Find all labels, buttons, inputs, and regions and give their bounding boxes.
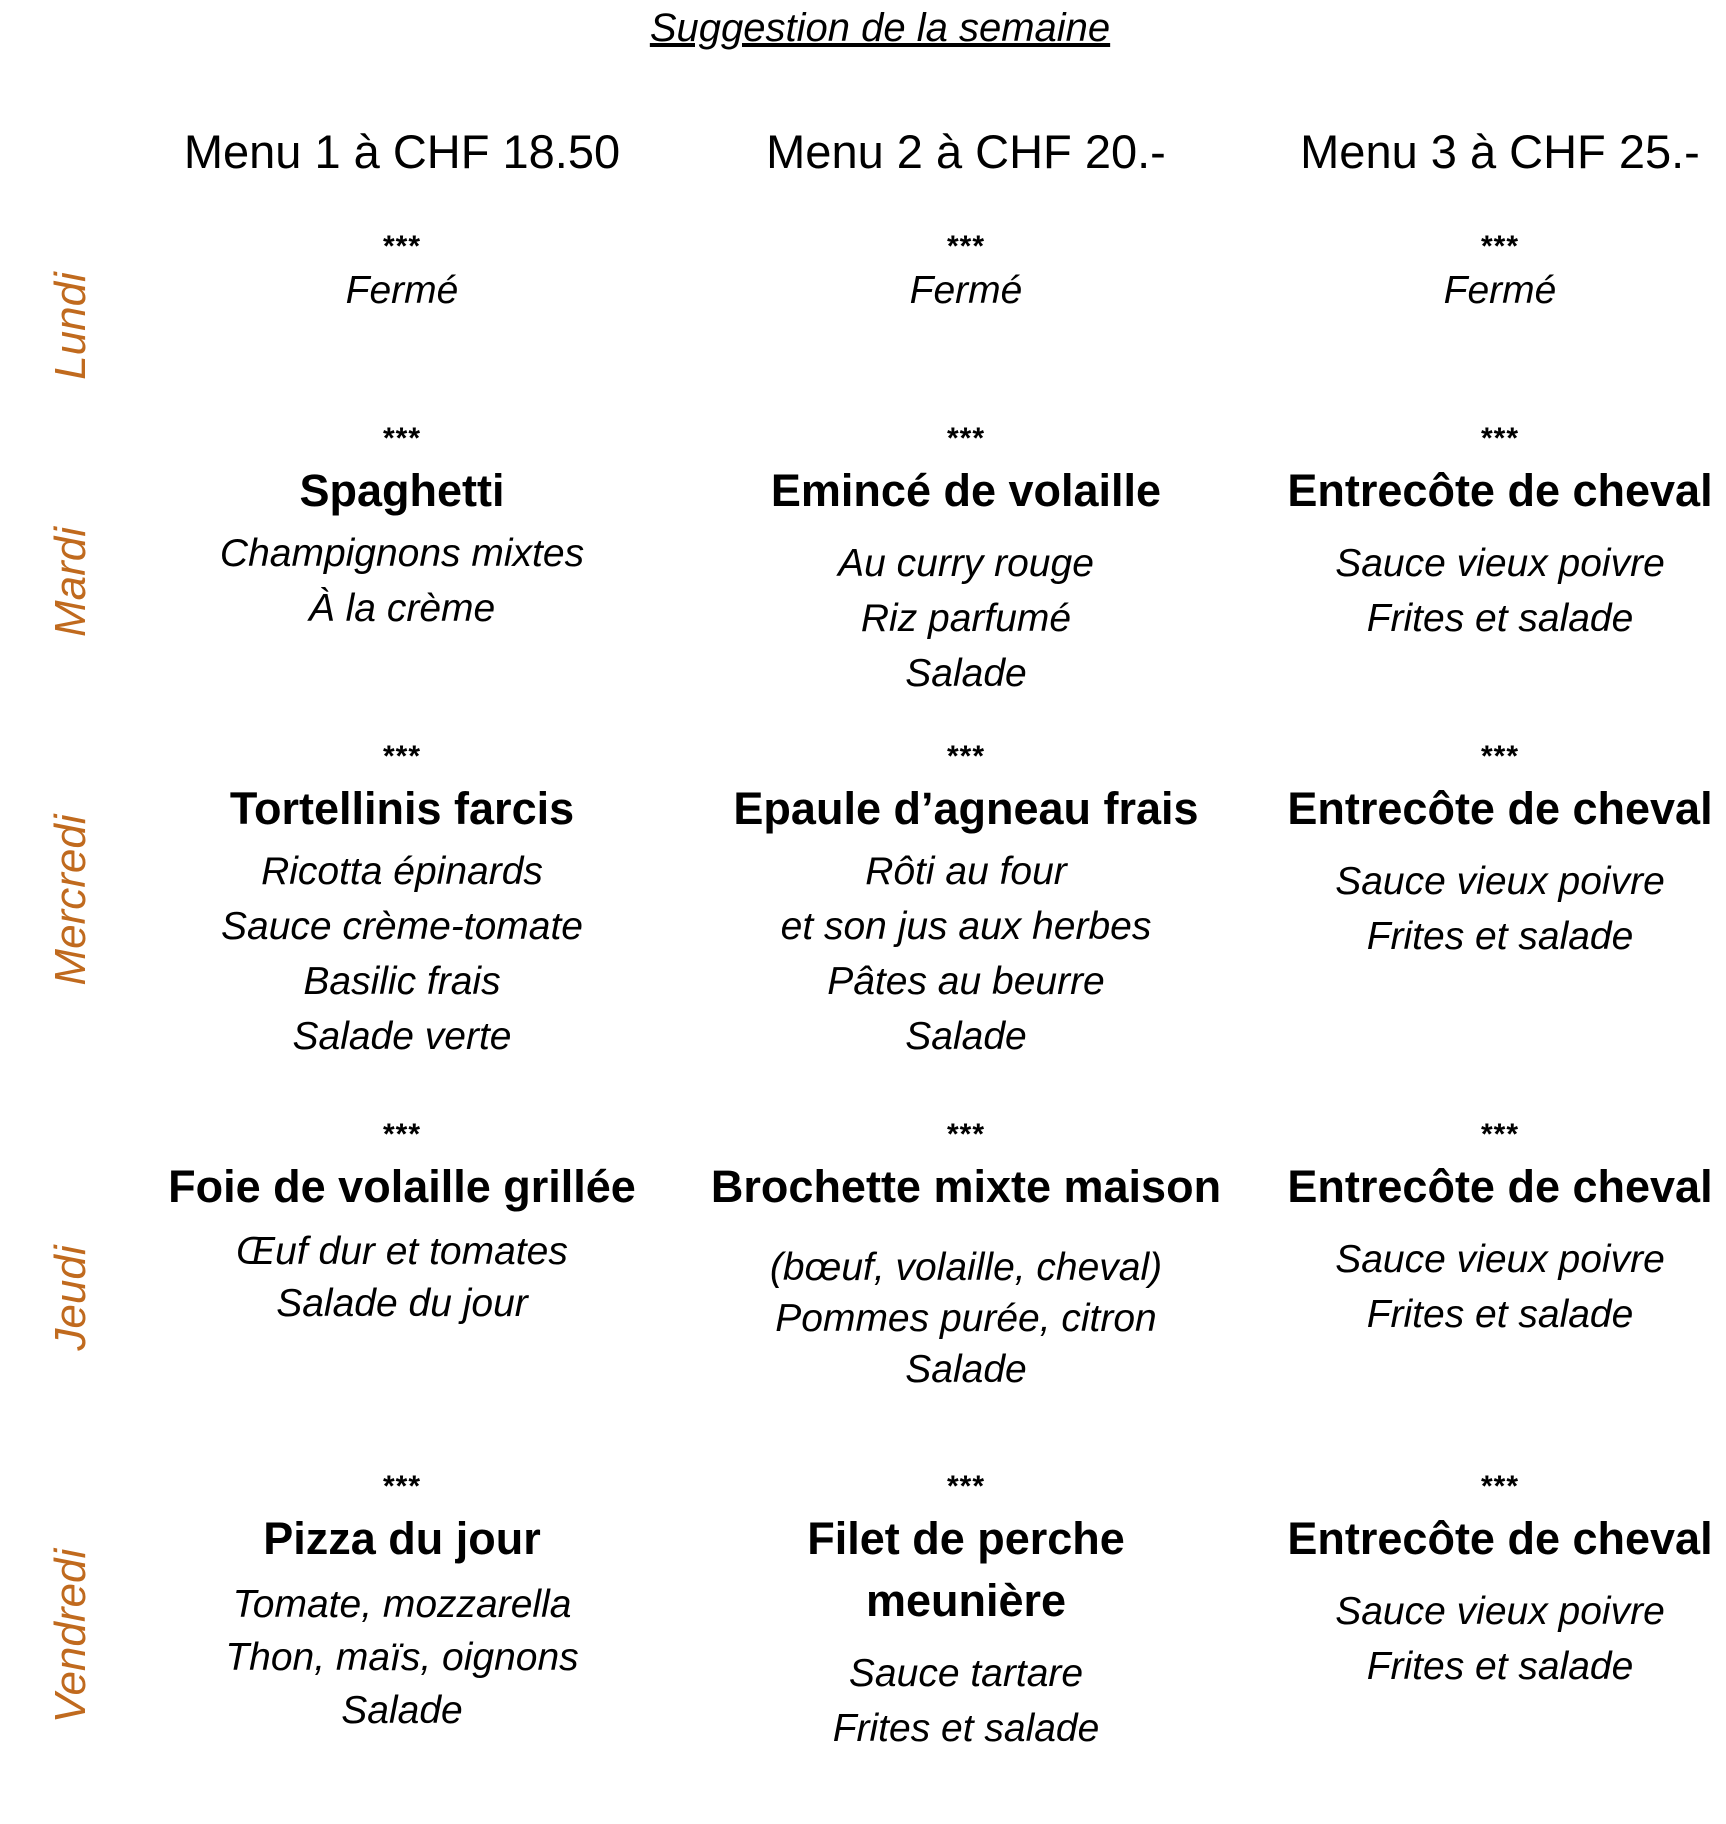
day-label-jeudi: Jeudi <box>46 1245 95 1351</box>
separator: *** <box>946 740 986 773</box>
dish-description: et son jus aux herbes <box>780 905 1152 948</box>
menu-cell-mardi-3 <box>1220 424 1726 646</box>
separator: *** <box>382 422 422 455</box>
separator: *** <box>1480 740 1520 773</box>
dish-description: Sauce crème-tomate <box>221 905 583 948</box>
separator: *** <box>382 230 422 263</box>
menu-2-header: Menu 2 à CHF 20.- <box>766 125 1166 178</box>
separator: *** <box>1480 422 1520 455</box>
dish-description: Ricotta épinards <box>261 850 543 893</box>
dish-description: Salade <box>905 652 1027 695</box>
dish-description: Salade <box>341 1689 463 1732</box>
dish-description: Riz parfumé <box>860 597 1072 640</box>
dish-title: Entrecôte de cheval <box>1287 465 1713 516</box>
dish-title: Tortellinis farcis <box>229 783 575 834</box>
separator: *** <box>382 1470 422 1503</box>
dish-title: Spaghetti <box>299 465 505 516</box>
menu-cell-vendredi-2 <box>686 1472 1246 1756</box>
dish-title: Brochette mixte maison <box>710 1161 1222 1212</box>
dish-description: Sauce vieux poivre <box>1335 1590 1665 1633</box>
dish-description: Frites et salade <box>1366 915 1634 958</box>
dish-title: Entrecôte de cheval <box>1287 1513 1713 1564</box>
dish-description: Salade <box>905 1348 1027 1391</box>
dish-description: Basilic frais <box>303 960 501 1003</box>
menu-cell-lundi-1 <box>122 232 682 316</box>
dish-description: Œuf dur et tomates <box>236 1230 568 1273</box>
dish-description: Sauce vieux poivre <box>1335 1238 1665 1281</box>
menu-cell-vendredi-3 <box>1220 1472 1726 1694</box>
closed-label: Fermé <box>1443 269 1557 312</box>
dish-description: Pâtes au beurre <box>827 960 1105 1003</box>
dish-description: Sauce vieux poivre <box>1335 860 1665 903</box>
dish-title: Epaule d’agneau frais <box>733 783 1199 834</box>
dish-description: Salade <box>905 1015 1027 1058</box>
dish-description: Champignons mixtes <box>219 532 585 575</box>
dish-description: Thon, maïs, oignons <box>225 1636 579 1679</box>
day-label-lundi: Lundi <box>46 272 95 380</box>
menu-cell-jeudi-3 <box>1220 1120 1726 1342</box>
menu-cell-mardi-1 <box>122 424 682 636</box>
dish-description: À la crème <box>308 587 496 630</box>
dish-description: Frites et salade <box>1366 597 1634 640</box>
separator: *** <box>1480 1470 1520 1503</box>
dish-title: Entrecôte de cheval <box>1287 783 1713 834</box>
separator: *** <box>382 740 422 773</box>
dish-description: Au curry rouge <box>838 542 1094 585</box>
menu-3-header: Menu 3 à CHF 25.- <box>1300 125 1700 178</box>
dish-description: Tomate, mozzarella <box>232 1583 572 1626</box>
day-label-mardi: Mardi <box>46 526 95 638</box>
separator: *** <box>946 230 986 263</box>
dish-description: Sauce tartare <box>848 1652 1084 1695</box>
separator: *** <box>946 1470 986 1503</box>
dish-description: Frites et salade <box>1366 1645 1634 1688</box>
menu-cell-mardi-2 <box>686 424 1246 701</box>
separator: *** <box>1480 230 1520 263</box>
dish-description: Sauce vieux poivre <box>1335 542 1665 585</box>
menu-1-header: Menu 1 à CHF 18.50 <box>183 125 621 178</box>
separator: *** <box>946 422 986 455</box>
dish-description: Salade du jour <box>276 1282 528 1325</box>
dish-description: Frites et salade <box>1366 1293 1634 1336</box>
menu-cell-lundi-2 <box>686 232 1246 316</box>
dish-description: Rôti au four <box>865 850 1067 893</box>
menu-cell-mercredi-1 <box>122 742 682 1064</box>
closed-label: Fermé <box>345 269 459 312</box>
separator: *** <box>382 1118 422 1151</box>
dish-description: (bœuf, volaille, cheval) <box>769 1246 1163 1289</box>
closed-label: Fermé <box>909 269 1023 312</box>
menu-cell-lundi-3 <box>1220 232 1726 316</box>
menu-cell-jeudi-2 <box>686 1120 1246 1395</box>
separator: *** <box>946 1118 986 1151</box>
dish-title: Foie de volaille grillée <box>168 1161 636 1212</box>
menu-cell-vendredi-1 <box>122 1472 682 1737</box>
day-label-vendredi: Vendredi <box>46 1548 95 1724</box>
dish-title: Emincé de volaille <box>770 465 1162 516</box>
dish-title-line-2: meunière <box>865 1575 1067 1626</box>
dish-title: Pizza du jour <box>263 1513 541 1564</box>
page-title: Suggestion de la semaine <box>649 6 1111 50</box>
day-label-mercredi: Mercredi <box>46 814 95 986</box>
dish-title-line-1: Filet de perche <box>807 1513 1125 1564</box>
dish-description: Pommes purée, citron <box>775 1297 1157 1340</box>
dish-title: Entrecôte de cheval <box>1287 1161 1713 1212</box>
menu-cell-mercredi-3 <box>1220 742 1726 964</box>
separator: *** <box>1480 1118 1520 1151</box>
dish-description: Salade verte <box>292 1015 512 1058</box>
menu-cell-jeudi-1 <box>122 1120 682 1330</box>
menu-cell-mercredi-2 <box>686 742 1246 1064</box>
dish-description: Frites et salade <box>832 1707 1100 1750</box>
